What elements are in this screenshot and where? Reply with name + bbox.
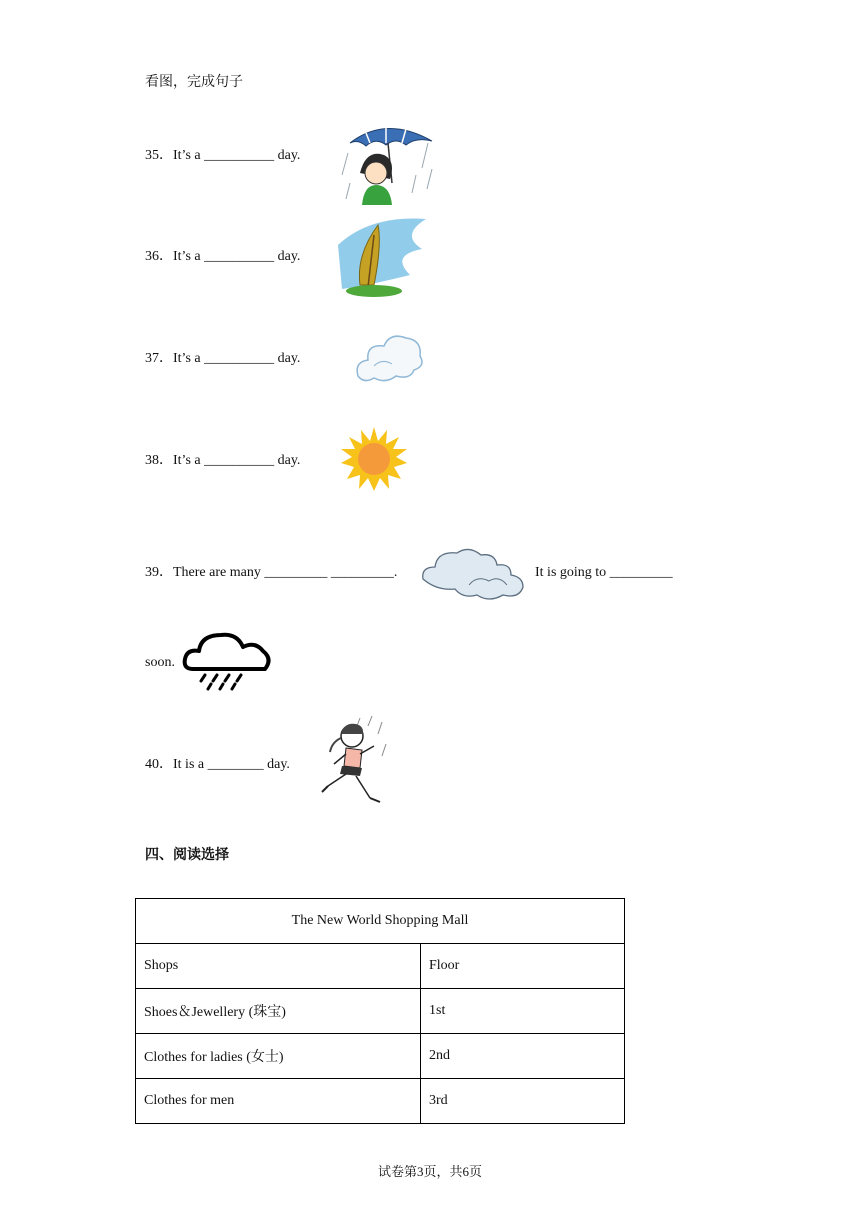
shop-cell: Clothes for men [136,1079,421,1124]
floor-cell: 3rd [421,1079,625,1124]
question-number: 40． [145,757,173,772]
question-text: It is a ________ day. [173,757,290,772]
floor-cell: 1st [421,989,625,1034]
question-number: 35． [145,148,173,163]
question-35 [145,147,300,165]
question-text: It’s a __________ day. [173,249,301,264]
table-header-row [136,944,625,989]
question-36 [145,248,300,266]
question-text: It’s a __________ day. [173,453,301,468]
question-number: 37． [145,351,173,366]
shopping-mall-table [135,898,625,1124]
windy-tree-icon [330,215,428,299]
table-row [136,1079,625,1124]
question-number: 39． [145,565,173,580]
question-40 [145,756,290,774]
page-footer: 试卷第3页，共6页 [377,1164,482,1179]
question-38 [145,452,300,470]
sun-icon [341,427,407,491]
shop-cell: Clothes for ladies (女士) [136,1034,421,1079]
question-39-continuation: It is going to _________ [535,565,673,580]
question-text: There are many _________ _________. [173,565,398,580]
clouds-icon [419,545,529,603]
header-shops: Shops [136,944,421,989]
floor-cell: 2nd [421,1034,625,1079]
question-text: It’s a __________ day. [173,351,301,366]
rain-umbrella-girl-icon [336,113,438,205]
question-39 [145,564,397,582]
question-39-end: soon. [145,655,175,670]
section-heading: 看图，完成句子 [145,74,243,90]
table-row [136,989,625,1034]
table-title-row [136,899,625,944]
rain-cloud-icon [181,629,273,691]
cloud-icon [352,326,426,386]
question-text: It’s a __________ day. [173,148,301,163]
question-number: 36． [145,249,173,264]
running-girl-rain-icon [316,714,390,810]
table-row [136,1034,625,1079]
header-floor: Floor [421,944,625,989]
section-four-heading: 四、阅读选择 [145,847,229,863]
shop-cell: Shoes＆Jewellery (珠宝) [136,989,421,1034]
question-37 [145,350,300,368]
table-title: The New World Shopping Mall [136,899,625,944]
question-number: 38． [145,453,173,468]
